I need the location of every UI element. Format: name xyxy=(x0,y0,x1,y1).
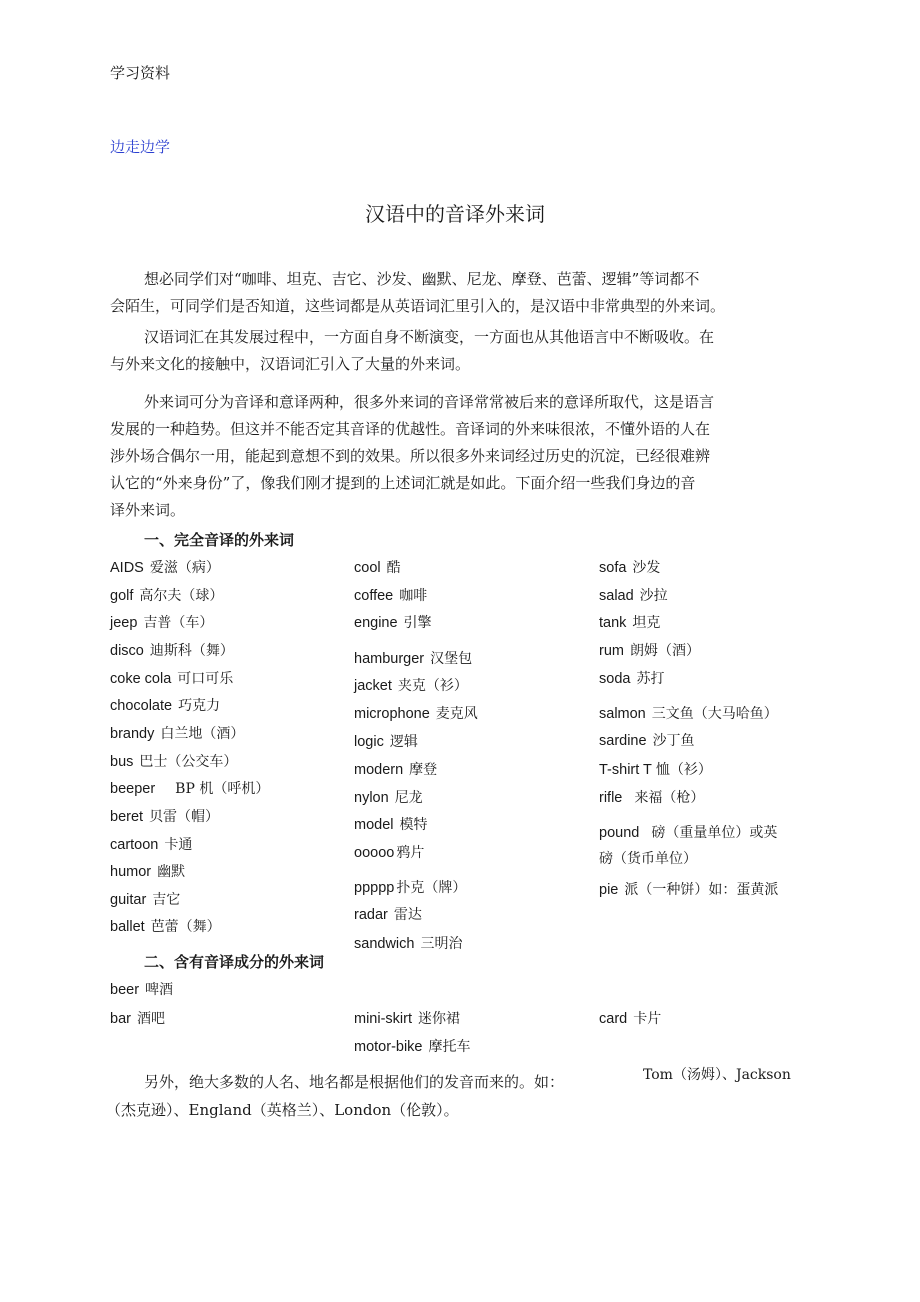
vocab-item xyxy=(354,612,432,632)
paragraph-line: 发展的一种趋势。但这并不能否定其音译的优越性。音译词的外来味很浓，不懂外语的人在 xyxy=(110,420,711,438)
vocab-chinese: 坦克 xyxy=(632,615,661,631)
vocab-item xyxy=(354,731,418,751)
vocab-item xyxy=(110,889,180,909)
vocab-english: beeper xyxy=(110,781,156,797)
vocab-english: bus xyxy=(110,754,134,770)
vocab-item xyxy=(110,834,192,854)
vocab-chinese: 磅（重量单位）或英 xyxy=(651,825,778,841)
vocab-chinese: 高尔夫（球） xyxy=(139,588,224,604)
paragraph-line: 涉外场合偶尔一用，能起到意想不到的效果。所以很多外来词经过历史的沉淀，已经很难辨 xyxy=(110,447,711,465)
vocab-chinese: 幽默 xyxy=(157,864,186,880)
vocab-item xyxy=(354,648,472,668)
vocab-item xyxy=(354,759,437,779)
vocab-chinese: 模特 xyxy=(399,817,428,833)
vocab-item-continued xyxy=(599,848,697,868)
vocab-english: disco xyxy=(110,643,144,659)
vocab-chinese: 卡片 xyxy=(633,1011,662,1027)
section-2-heading: 二、含有音译成分的外来词 xyxy=(144,953,325,971)
vocab-chinese: 摩登 xyxy=(409,762,438,778)
vocab-item xyxy=(599,822,777,842)
vocab-chinese: 汉堡包 xyxy=(430,651,473,667)
vocab-chinese: 吉它 xyxy=(152,892,181,908)
paragraph-2 xyxy=(110,324,755,378)
vocab-chinese: 沙拉 xyxy=(639,588,668,604)
vocab-item xyxy=(354,933,462,953)
vocab-english: brandy xyxy=(110,726,155,742)
vocab-chinese: 巧克力 xyxy=(178,698,221,714)
vocab-chinese: 三文鱼（大马哈鱼） xyxy=(651,706,778,722)
vocab-item xyxy=(599,703,778,723)
vocab-chinese: 雷达 xyxy=(393,907,422,923)
vocab-english: beer xyxy=(110,982,140,998)
article-title: 汉语中的音译外来词 xyxy=(365,202,545,226)
vocab-item xyxy=(599,585,668,605)
vocab-item xyxy=(354,557,401,577)
section-link[interactable]: 边走边学 xyxy=(110,138,171,156)
vocab-english: rifle xyxy=(599,790,623,806)
vocab-item xyxy=(599,668,664,688)
vocab-english: humor xyxy=(110,864,152,880)
vocab-english: sofa xyxy=(599,560,627,576)
vocab-english: cartoon xyxy=(110,837,159,853)
vocab-english: tank xyxy=(599,615,627,631)
vocab-english: beret xyxy=(110,809,144,825)
vocab-english: pound xyxy=(599,825,640,841)
vocab-chinese: 沙发 xyxy=(632,560,661,576)
vocab-item xyxy=(354,1036,471,1056)
vocab-chinese: 巴士（公交车） xyxy=(139,754,238,770)
vocab-english: engine xyxy=(354,615,398,631)
paragraph-3 xyxy=(110,389,755,524)
vocab-chinese: 派（一种饼）如：蛋黄派 xyxy=(624,882,779,898)
vocab-english: bar xyxy=(110,1011,131,1027)
vocab-chinese: 夹克（衫） xyxy=(397,678,468,694)
vocab-english: hamburger xyxy=(354,651,425,667)
vocab-english: AIDS xyxy=(110,560,144,576)
section-1-heading: 一、完全音译的外来词 xyxy=(144,531,295,549)
vocab-chinese: 朗姆（酒） xyxy=(629,643,700,659)
vocab-item xyxy=(599,612,660,632)
page-header: 学习资料 xyxy=(110,64,171,82)
vocab-english: jacket xyxy=(354,678,392,694)
vocab-chinese: 苏打 xyxy=(636,671,665,687)
vocab-chinese: 白兰地（酒） xyxy=(160,726,245,742)
vocab-item xyxy=(354,877,466,897)
vocab-english: motor-bike xyxy=(354,1039,423,1055)
vocab-item xyxy=(110,979,173,999)
vocab-item xyxy=(599,787,704,807)
vocab-english: cool xyxy=(354,560,381,576)
vocab-chinese: 贝雷（帽） xyxy=(149,809,220,825)
closing-line-1-right: Tom（汤姆）、Jackson xyxy=(643,1067,791,1083)
vocab-english: card xyxy=(599,1011,628,1027)
vocab-item xyxy=(599,557,660,577)
vocab-item xyxy=(110,723,244,743)
vocab-chinese: 芭蕾（舞） xyxy=(150,919,221,935)
paragraph-line: 想必同学们对“咖啡、坦克、吉它、沙发、幽默、尼龙、摩登、芭蕾、逻辑”等词都不 xyxy=(144,270,700,288)
paragraph-line: 汉语词汇在其发展过程中，一方面自身不断演变，一方面也从其他语言中不断吸收。在 xyxy=(144,328,715,346)
vocab-english: sardine xyxy=(599,733,647,749)
vocab-chinese: 迷你裙 xyxy=(418,1011,460,1027)
vocab-chinese: 迪斯科（舞） xyxy=(149,643,234,659)
vocab-english: guitar xyxy=(110,892,147,908)
closing-line-1: 另外，绝大多数的人名、地名都是根据他们的发音而来的。如： xyxy=(144,1073,565,1091)
vocab-chinese: 麦克风 xyxy=(435,706,478,722)
vocab-item xyxy=(110,1008,165,1028)
vocab-item xyxy=(599,730,695,750)
vocab-chinese: 鸦片 xyxy=(396,845,425,861)
paragraph-line: 与外来文化的接触中，汉语词汇引入了大量的外来词。 xyxy=(110,355,471,373)
vocab-english: ooooo xyxy=(354,845,395,861)
vocab-item xyxy=(354,904,422,924)
vocab-item xyxy=(110,695,220,715)
vocab-item xyxy=(110,640,234,660)
vocab-chinese: 沙丁鱼 xyxy=(652,733,695,749)
vocab-english: coffee xyxy=(354,588,394,604)
vocab-english: pie xyxy=(599,882,619,898)
vocab-chinese: 尼龙 xyxy=(394,790,423,806)
vocab-english: T-shirt T xyxy=(599,762,652,778)
vocab-chinese: BP 机（呼机） xyxy=(175,781,270,797)
vocab-item xyxy=(354,585,427,605)
vocab-english: logic xyxy=(354,734,384,750)
vocab-chinese: 磅（货币单位） xyxy=(599,851,697,867)
vocab-english: coke cola xyxy=(110,671,172,687)
vocab-item xyxy=(110,668,233,688)
vocab-item xyxy=(110,778,269,798)
vocab-english: radar xyxy=(354,907,388,923)
vocab-english: chocolate xyxy=(110,698,173,714)
paragraph-line: 外来词可分为音译和意译两种，很多外来词的音译常常被后来的意译所取代，这是语言 xyxy=(144,393,715,411)
vocab-english: jeep xyxy=(110,615,138,631)
vocab-chinese: 酷 xyxy=(386,560,401,576)
vocab-english: nylon xyxy=(354,790,389,806)
vocab-english: model xyxy=(354,817,394,833)
vocab-chinese: 咖啡 xyxy=(399,588,428,604)
vocab-item xyxy=(110,751,237,771)
vocab-item xyxy=(110,806,219,826)
vocab-item xyxy=(354,842,424,862)
vocab-chinese: 三明治 xyxy=(420,936,463,952)
vocab-chinese: 恤（衫） xyxy=(655,762,712,778)
vocab-english: mini-skirt xyxy=(354,1011,412,1027)
vocab-item xyxy=(354,787,423,807)
vocab-item xyxy=(110,585,223,605)
vocab-english: ballet xyxy=(110,919,145,935)
vocab-chinese: 逻辑 xyxy=(389,734,418,750)
vocab-item xyxy=(354,1008,460,1028)
vocab-chinese: 吉普（车） xyxy=(143,615,214,631)
vocab-english: rum xyxy=(599,643,624,659)
vocab-english: microphone xyxy=(354,706,430,722)
vocab-chinese: 可口可乐 xyxy=(177,671,234,687)
vocab-chinese: 摩托车 xyxy=(428,1039,471,1055)
vocab-english: soda xyxy=(599,671,631,687)
closing-line-2: （杰克逊）、England（英格兰）、London（伦敦）。 xyxy=(106,1101,459,1119)
vocab-chinese: 引擎 xyxy=(403,615,432,631)
vocab-english: salad xyxy=(599,588,634,604)
vocab-english: golf xyxy=(110,588,134,604)
vocab-chinese: 爱滋（病） xyxy=(149,560,220,576)
paragraph-line: 译外来词。 xyxy=(110,501,186,519)
vocab-item xyxy=(599,879,778,899)
vocab-english: ppppp xyxy=(354,880,395,896)
vocab-item xyxy=(354,703,478,723)
vocab-chinese: 卡通 xyxy=(164,837,193,853)
vocab-item xyxy=(599,640,700,660)
vocab-english: sandwich xyxy=(354,936,415,952)
vocab-item xyxy=(110,557,220,577)
vocab-item xyxy=(599,759,712,779)
vocab-english: modern xyxy=(354,762,404,778)
vocab-item xyxy=(110,861,185,881)
vocab-item xyxy=(599,1008,661,1028)
vocab-item xyxy=(110,916,221,936)
vocab-chinese: 啤酒 xyxy=(145,982,174,998)
vocab-english: salmon xyxy=(599,706,646,722)
paragraph-line: 会陌生，可同学们是否知道，这些词都是从英语词汇里引入的，是汉语中非常典型的外来词。 xyxy=(110,297,726,315)
paragraph-line: 认它的“外来身份”了，像我们刚才提到的上述词汇就是如此。下面介绍一些我们身边的音 xyxy=(110,474,696,492)
vocab-item xyxy=(354,814,428,834)
vocab-chinese: 酒吧 xyxy=(136,1011,165,1027)
paragraph-1 xyxy=(110,266,755,320)
vocab-item xyxy=(110,612,213,632)
vocab-chinese: 来福（枪） xyxy=(634,790,705,806)
vocab-chinese: 扑克（牌） xyxy=(396,880,467,896)
vocab-item xyxy=(354,675,468,695)
